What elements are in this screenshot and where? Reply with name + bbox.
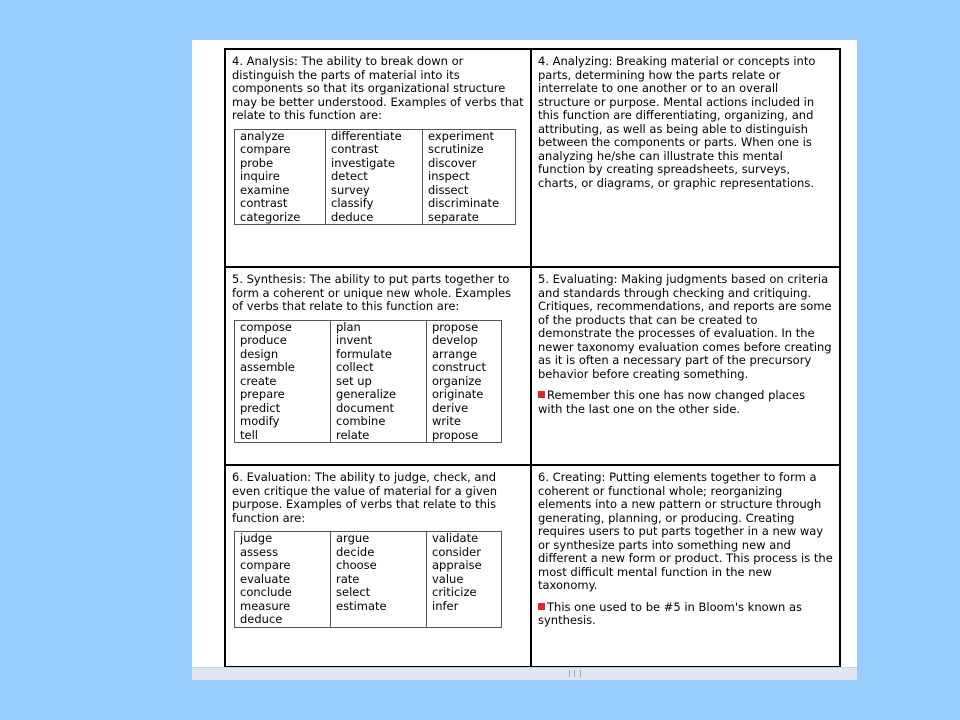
evaluation-verbs-table [234, 531, 502, 628]
analysis-verbs-table [234, 129, 516, 226]
verbs-column: judge assess compare evaluate conclude measure deduce [235, 532, 331, 628]
verbs-column: plan invent formulate collect set up generalize document combine relate [331, 320, 427, 443]
evaluating-note [538, 389, 833, 416]
analysis-cell [226, 50, 532, 268]
verbs-column: compose produce design assemble create prepare predict modify tell [235, 320, 331, 443]
creating-cell [532, 466, 839, 666]
synthesis-cell [226, 268, 532, 466]
evaluation-cell [226, 466, 532, 666]
evaluating-description: 5. Evaluating: Making judgments based on criteria and standards through checking and critiquing. Critiques, recommendations, and reports are some of the products that can be created to demonstrate the processes of evaluation. In the newer taxonomy evaluation comes before creating as it is often a necessary part of the precursory behavior before creating something. [538, 272, 832, 381]
horizontal-scrollbar[interactable] [192, 667, 857, 680]
synthesis-description: 5. Synthesis: The ability to put parts together to form a coherent or unique new whole. Examples of verbs that relate to this function are: [232, 272, 512, 313]
evaluating-cell [532, 268, 839, 466]
evaluating-note-text: Remember this one has now changed places with the last one on the other side. [538, 388, 806, 416]
taxonomy-comparison-table [224, 48, 841, 668]
verbs-column: experiment scrutinize discover inspect dissect discriminate separate [423, 129, 516, 225]
verbs-column: validate consider appraise value criticize infer [427, 532, 502, 628]
creating-note [538, 601, 833, 628]
verbs-column: propose develop arrange construct organize originate derive write propose [427, 320, 502, 443]
analyzing-description: 4. Analyzing: Breaking material or concepts into parts, determining how the parts relate or interrelate to one another or to an overall structure or purpose. Mental actions included in this function are differentiating, organizing, and attributing, as well as being able to distinguish between the components or parts. When one is analyzing he/she can illustrate this mental function by creating spreadsheets, surveys, charts, or diagrams, or graphic representations. [538, 54, 816, 190]
analysis-description: 4. Analysis: The ability to break down or distinguish the parts of material into its components so that its organizational structure may be better understood. Examples of verbs that relate to this function are: [232, 54, 524, 122]
red-bullet-icon [538, 603, 545, 610]
analyzing-cell [532, 50, 839, 268]
synthesis-verbs-table [234, 320, 502, 444]
creating-description: 6. Creating: Putting elements together to form a coherent or functional whole; reorganizing elements into a new pattern or structure through generating, planning, or producing. Creating requires users to put parts together in a new way or synthesize parts into something new and different a new form or product. This process is the most difficult mental function in the new taxonomy. [538, 470, 833, 592]
verbs-column: analyze compare probe inquire examine contrast categorize [235, 129, 326, 225]
red-bullet-icon [538, 391, 545, 398]
document-page [192, 40, 857, 680]
verbs-column: differentiate contrast investigate detect survey classify deduce [326, 129, 423, 225]
verbs-column: argue decide choose rate select estimate [331, 532, 427, 628]
creating-note-text: This one used to be #5 in Bloom's known as synthesis. [538, 599, 803, 627]
evaluation-description: 6. Evaluation: The ability to judge, check, and even critique the value of material for a given purpose. Examples of verbs that relate to this function are: [232, 470, 497, 525]
scrollbar-grip-icon[interactable] [569, 670, 581, 677]
